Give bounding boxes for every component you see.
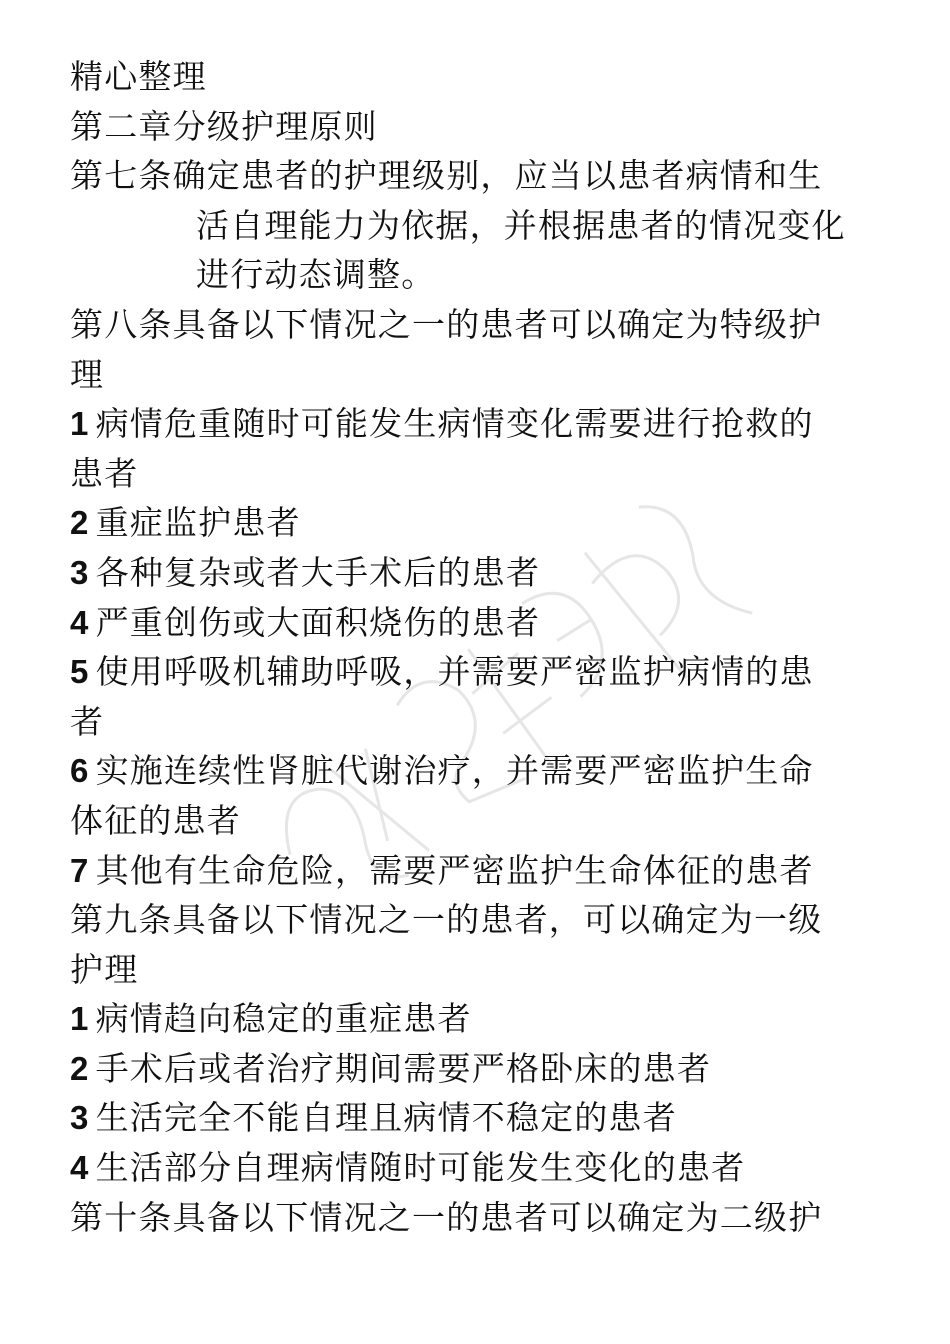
item-number: 3 <box>70 553 90 591</box>
item-text: 生活部分自理病情随时可能发生变化的患者 <box>95 1148 746 1188</box>
item-text: 各种复杂或者大手术后的患者 <box>95 552 541 592</box>
list-item <box>70 598 890 648</box>
item-text: 病情危重随时可能发生病情变化需要进行抢救的 <box>95 404 814 444</box>
item-text: 实施连续性肾脏代谢治疗，并需要严密监护生命 <box>95 751 814 791</box>
item-text: 使用呼吸机辅助呼吸，并需要严密监护病情的患 <box>95 652 814 692</box>
list-item <box>70 746 890 796</box>
article-9-title: 第九条具备以下情况之一的患者，可以确定为一级 <box>70 900 823 940</box>
list-item <box>70 399 890 449</box>
list-item <box>70 1143 890 1193</box>
item-number: 6 <box>70 752 90 790</box>
item-number: 4 <box>70 603 90 641</box>
chapter-title: 第二章分级护理原则 <box>70 106 378 146</box>
item-text: 重症监护患者 <box>95 503 301 543</box>
list-item-continuation: 患者 <box>70 453 139 493</box>
list-item-continuation: 体征的患者 <box>70 800 241 840</box>
item-number: 2 <box>70 1049 90 1087</box>
item-number: 5 <box>70 653 90 691</box>
item-number: 1 <box>70 1000 90 1038</box>
document-body <box>70 52 890 1242</box>
item-text: 其他有生命危险，需要严密监护生命体征的患者 <box>95 850 814 890</box>
list-item <box>70 994 890 1044</box>
item-text: 手术后或者治疗期间需要严格卧床的患者 <box>95 1048 712 1088</box>
list-item-continuation: 者 <box>70 701 105 741</box>
list-item <box>70 1044 890 1094</box>
article-9-title: 护理 <box>70 949 139 989</box>
list-item <box>70 498 890 548</box>
list-item <box>70 846 890 896</box>
item-number: 1 <box>70 405 90 443</box>
list-item <box>70 647 890 697</box>
article-7-line: 进行动态调整。 <box>196 255 436 295</box>
item-text: 病情趋向稳定的重症患者 <box>95 999 472 1039</box>
article-7-line: 活自理能力为依据，并根据患者的情况变化 <box>196 205 846 245</box>
item-number: 7 <box>70 851 90 889</box>
article-10-title: 第十条具备以下情况之一的患者可以确定为二级护 <box>70 1197 823 1237</box>
item-number: 2 <box>70 504 90 542</box>
article-8-title: 第八条具备以下情况之一的患者可以确定为特级护 <box>70 304 823 344</box>
page-header: 精心整理 <box>70 57 207 96</box>
list-item <box>70 548 890 598</box>
item-number: 4 <box>70 1149 90 1187</box>
list-item <box>70 1093 890 1143</box>
item-text: 严重创伤或大面积烧伤的患者 <box>95 602 541 642</box>
article-7-line: 第七条确定患者的护理级别，应当以患者病情和生 <box>70 156 823 196</box>
article-8-title: 理 <box>70 354 105 394</box>
item-text: 生活完全不能自理且病情不稳定的患者 <box>95 1098 677 1138</box>
item-number: 3 <box>70 1099 90 1137</box>
